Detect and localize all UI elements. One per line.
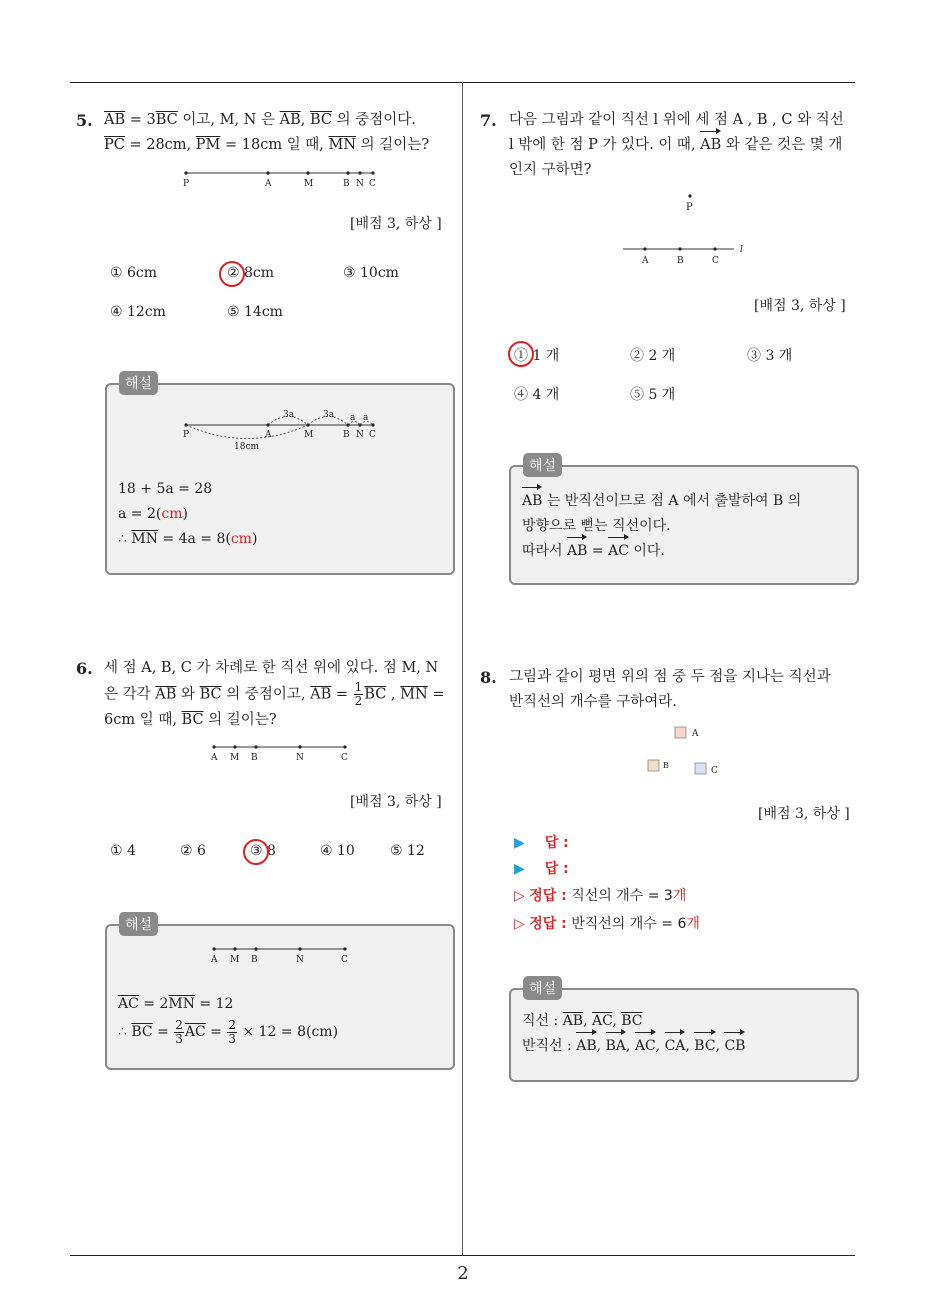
q6-explain-diagram xyxy=(208,940,353,968)
q6-label-c: C xyxy=(341,753,348,763)
q5-explain-line1: 18 + 5a = 28 xyxy=(118,481,213,497)
q6-label-n: N xyxy=(296,753,304,763)
q5-explain-line2: a = 2(cm) xyxy=(118,506,188,522)
q7-option-3[interactable]: ③ 3 개 xyxy=(747,348,793,364)
q6-score: [배점 3, 하상 ] xyxy=(350,794,442,810)
q5-number: 5. xyxy=(76,111,93,130)
q6-explain-line2: ∴ $\overline{BC}$ = $\frac{2}{3}$ $\overline{AC}$ = $\frac{2}{3}$ × 12 = 8(cm) xyxy=(118,1017,339,1046)
q7-label-c: C xyxy=(712,256,719,266)
q5e-label-p: P xyxy=(183,430,190,440)
q8-line2: 반직선의 개수를 구하여라. xyxy=(509,694,677,710)
q5e-label-a: A xyxy=(265,430,272,440)
play-icon: ▶ xyxy=(514,861,525,877)
q6e-label-m: M xyxy=(230,955,240,965)
q5-line1: $\overline{AB} = 3\overline{BC}$ 이고, M, N 은 $\overline{AB}$, $\overline{BC}$ 의 중점이다. xyxy=(104,112,416,128)
q6-option-1[interactable]: ① 4 xyxy=(110,843,136,859)
q5-label-a: A xyxy=(265,179,272,189)
q5e-arc-2: 3a xyxy=(323,410,335,420)
q6-line3: 6cm 일 때, $\overline{BC}$ 의 길이는? xyxy=(104,712,277,728)
q8-answer-label-1: 답 : xyxy=(544,835,569,851)
q5-option-2[interactable]: ② 8cm xyxy=(227,265,275,281)
q7-explain-line3: 따라서 AB = AC 이다. xyxy=(522,539,846,564)
q7-option-2[interactable]: ② 2 개 xyxy=(630,348,676,364)
q5-explain-line3: ∴ $\overline{MN} = 4a = 8(cm)$ xyxy=(118,531,258,547)
q5e-label-c: C xyxy=(369,430,376,440)
q5-option-3[interactable]: ③ 10cm xyxy=(343,265,399,281)
q7-explain-lines xyxy=(522,489,846,564)
q5-answer-circle xyxy=(219,261,245,287)
q5-explanation-tag: 해설 xyxy=(119,371,158,395)
q8-score: [배점 3, 하상 ] xyxy=(758,806,850,822)
q6-answer-circle xyxy=(243,839,269,865)
q8-label-a: A xyxy=(692,729,699,739)
q8-explanation-tag: 해설 xyxy=(523,976,562,1000)
q6e-label-c: C xyxy=(341,955,348,965)
q6e-label-b: B xyxy=(251,955,258,965)
q5e-arc-3: a xyxy=(350,413,356,423)
q5-line2: $\overline{PC} = 28cm$, $\overline{PM} = 18cm$ 일 때, $\overline{MN}$ 의 길이는? xyxy=(104,137,430,153)
q8-answer-row-1 xyxy=(514,832,569,852)
q6-text xyxy=(104,656,456,733)
q6e-label-n: N xyxy=(296,955,304,965)
q7-line2: l 밖에 한 점 P 가 있다. 이 때, AB 와 같은 것은 몇 개 xyxy=(509,133,859,158)
q5-label-m: M xyxy=(304,179,314,189)
q5e-bottom: 18cm xyxy=(234,442,260,452)
q8-line1: 그림과 같이 평면 위의 점 중 두 점을 지나는 직선과 xyxy=(509,669,831,685)
q8-diagram xyxy=(640,720,730,780)
q7-explain-line2: 방향으로 뻗는 직선이다. xyxy=(522,518,671,534)
q7-label-b: B xyxy=(677,256,684,266)
q5-label-c: C xyxy=(369,179,376,189)
q6-explain-lines xyxy=(118,990,338,1046)
q6-line1: 세 점 A, B, C 가 차례로 한 직선 위에 있다. 점 M, N xyxy=(104,660,439,676)
q5-score: [배점 3, 하상 ] xyxy=(350,216,442,232)
q8-label-c: C xyxy=(711,766,718,776)
q8-number: 8. xyxy=(480,668,497,687)
q7-score: [배점 3, 하상 ] xyxy=(754,298,846,314)
q7-explanation-tag: 해설 xyxy=(523,453,562,477)
q5e-label-m: M xyxy=(304,430,314,440)
q7-option-5[interactable]: ⑤ 5 개 xyxy=(630,387,676,403)
q7-text xyxy=(509,108,859,183)
q5-option-1[interactable]: ① 6cm xyxy=(110,265,158,281)
q6-option-4[interactable]: ④ 10 xyxy=(320,843,355,859)
q7-label-l: l xyxy=(740,245,743,255)
q5-explain-lines xyxy=(118,477,257,552)
q6-number: 6. xyxy=(76,659,93,678)
q7-label-p: P xyxy=(686,202,693,213)
q5-label-p: P xyxy=(183,179,190,189)
q6-line2: 은 각각 $\overline{AB}$ 와 $\overline{BC}$ 의 중점이고, $\overline{AB}$ = $\frac{1}{2}$ $\overline{BC}$ , $\overline{MN}$ = xyxy=(104,680,445,708)
q5-option-5[interactable]: ⑤ 14cm xyxy=(227,304,283,320)
q8-answer-row-2 xyxy=(514,858,569,878)
q5e-label-b: B xyxy=(343,430,350,440)
bottom-rule xyxy=(70,1255,855,1256)
q7-diagram xyxy=(618,190,753,270)
play-icon: ▶ xyxy=(514,835,525,851)
q8-label-b: B xyxy=(663,761,669,770)
q5-diagram xyxy=(180,164,380,192)
q6-explanation-tag: 해설 xyxy=(119,912,158,936)
q8-correct-row-2: ▷ 정답 : 반직선의 개수 = 6개 xyxy=(514,916,700,932)
q5-label-n: N xyxy=(356,179,364,189)
q5-explain-diagram xyxy=(180,404,380,454)
q8-explain-lines xyxy=(522,1009,745,1059)
q5-option-4[interactable]: ④ 12cm xyxy=(110,304,166,320)
q8-correct-row-1: ▷ 정답 : 직선의 개수 = 3개 xyxy=(514,888,687,904)
q6e-label-a: A xyxy=(211,955,218,965)
q7-number: 7. xyxy=(480,111,497,130)
q7-line3: 인지 구하면? xyxy=(509,162,592,178)
q5e-arc-1: 3a xyxy=(283,410,295,420)
q8-explain-line1: 직선 : $\overline{AB}$, $\overline{AC}$, $\overline{BC}$ xyxy=(522,1013,643,1029)
q8-answer-label-2: 답 : xyxy=(544,861,569,877)
q7-option-4[interactable]: ④ 4 개 xyxy=(514,387,560,403)
q6-explain-line1: $\overline{AC} = 2\overline{MN} = 12$ xyxy=(118,996,234,1012)
q7-explain-line1: AB 는 반직선이므로 점 A 에서 출발하여 B 의 xyxy=(522,489,846,514)
q7-label-a: A xyxy=(642,256,649,266)
q8-explain-line2: 반직선 : AB, BA, AC, CA, BC, CB xyxy=(522,1034,745,1059)
q5e-label-n: N xyxy=(356,430,364,440)
triangle-outline-icon: ▷ xyxy=(514,916,525,932)
page-number: 2 xyxy=(457,1263,469,1284)
column-divider xyxy=(462,82,463,1256)
q6-label-b: B xyxy=(251,753,258,763)
q7-option-1[interactable]: ① 1 개 xyxy=(514,348,560,364)
q6-option-3[interactable]: ③ 8 xyxy=(250,843,276,859)
q6-option-2[interactable]: ② 6 xyxy=(180,843,206,859)
q7-answer-circle xyxy=(508,341,534,367)
q6-option-5[interactable]: ⑤ 12 xyxy=(390,843,425,859)
q5e-arc-4: a xyxy=(363,413,369,423)
q5-label-b: B xyxy=(343,179,350,189)
q5-text xyxy=(104,108,454,158)
q6-diagram xyxy=(208,738,353,766)
q7-line1: 다음 그림과 같이 직선 l 위에 세 점 A , B , C 와 직선 xyxy=(509,112,844,128)
q6-label-m: M xyxy=(230,753,240,763)
q6-label-a: A xyxy=(211,753,218,763)
q8-text xyxy=(509,665,859,715)
triangle-outline-icon: ▷ xyxy=(514,888,525,904)
